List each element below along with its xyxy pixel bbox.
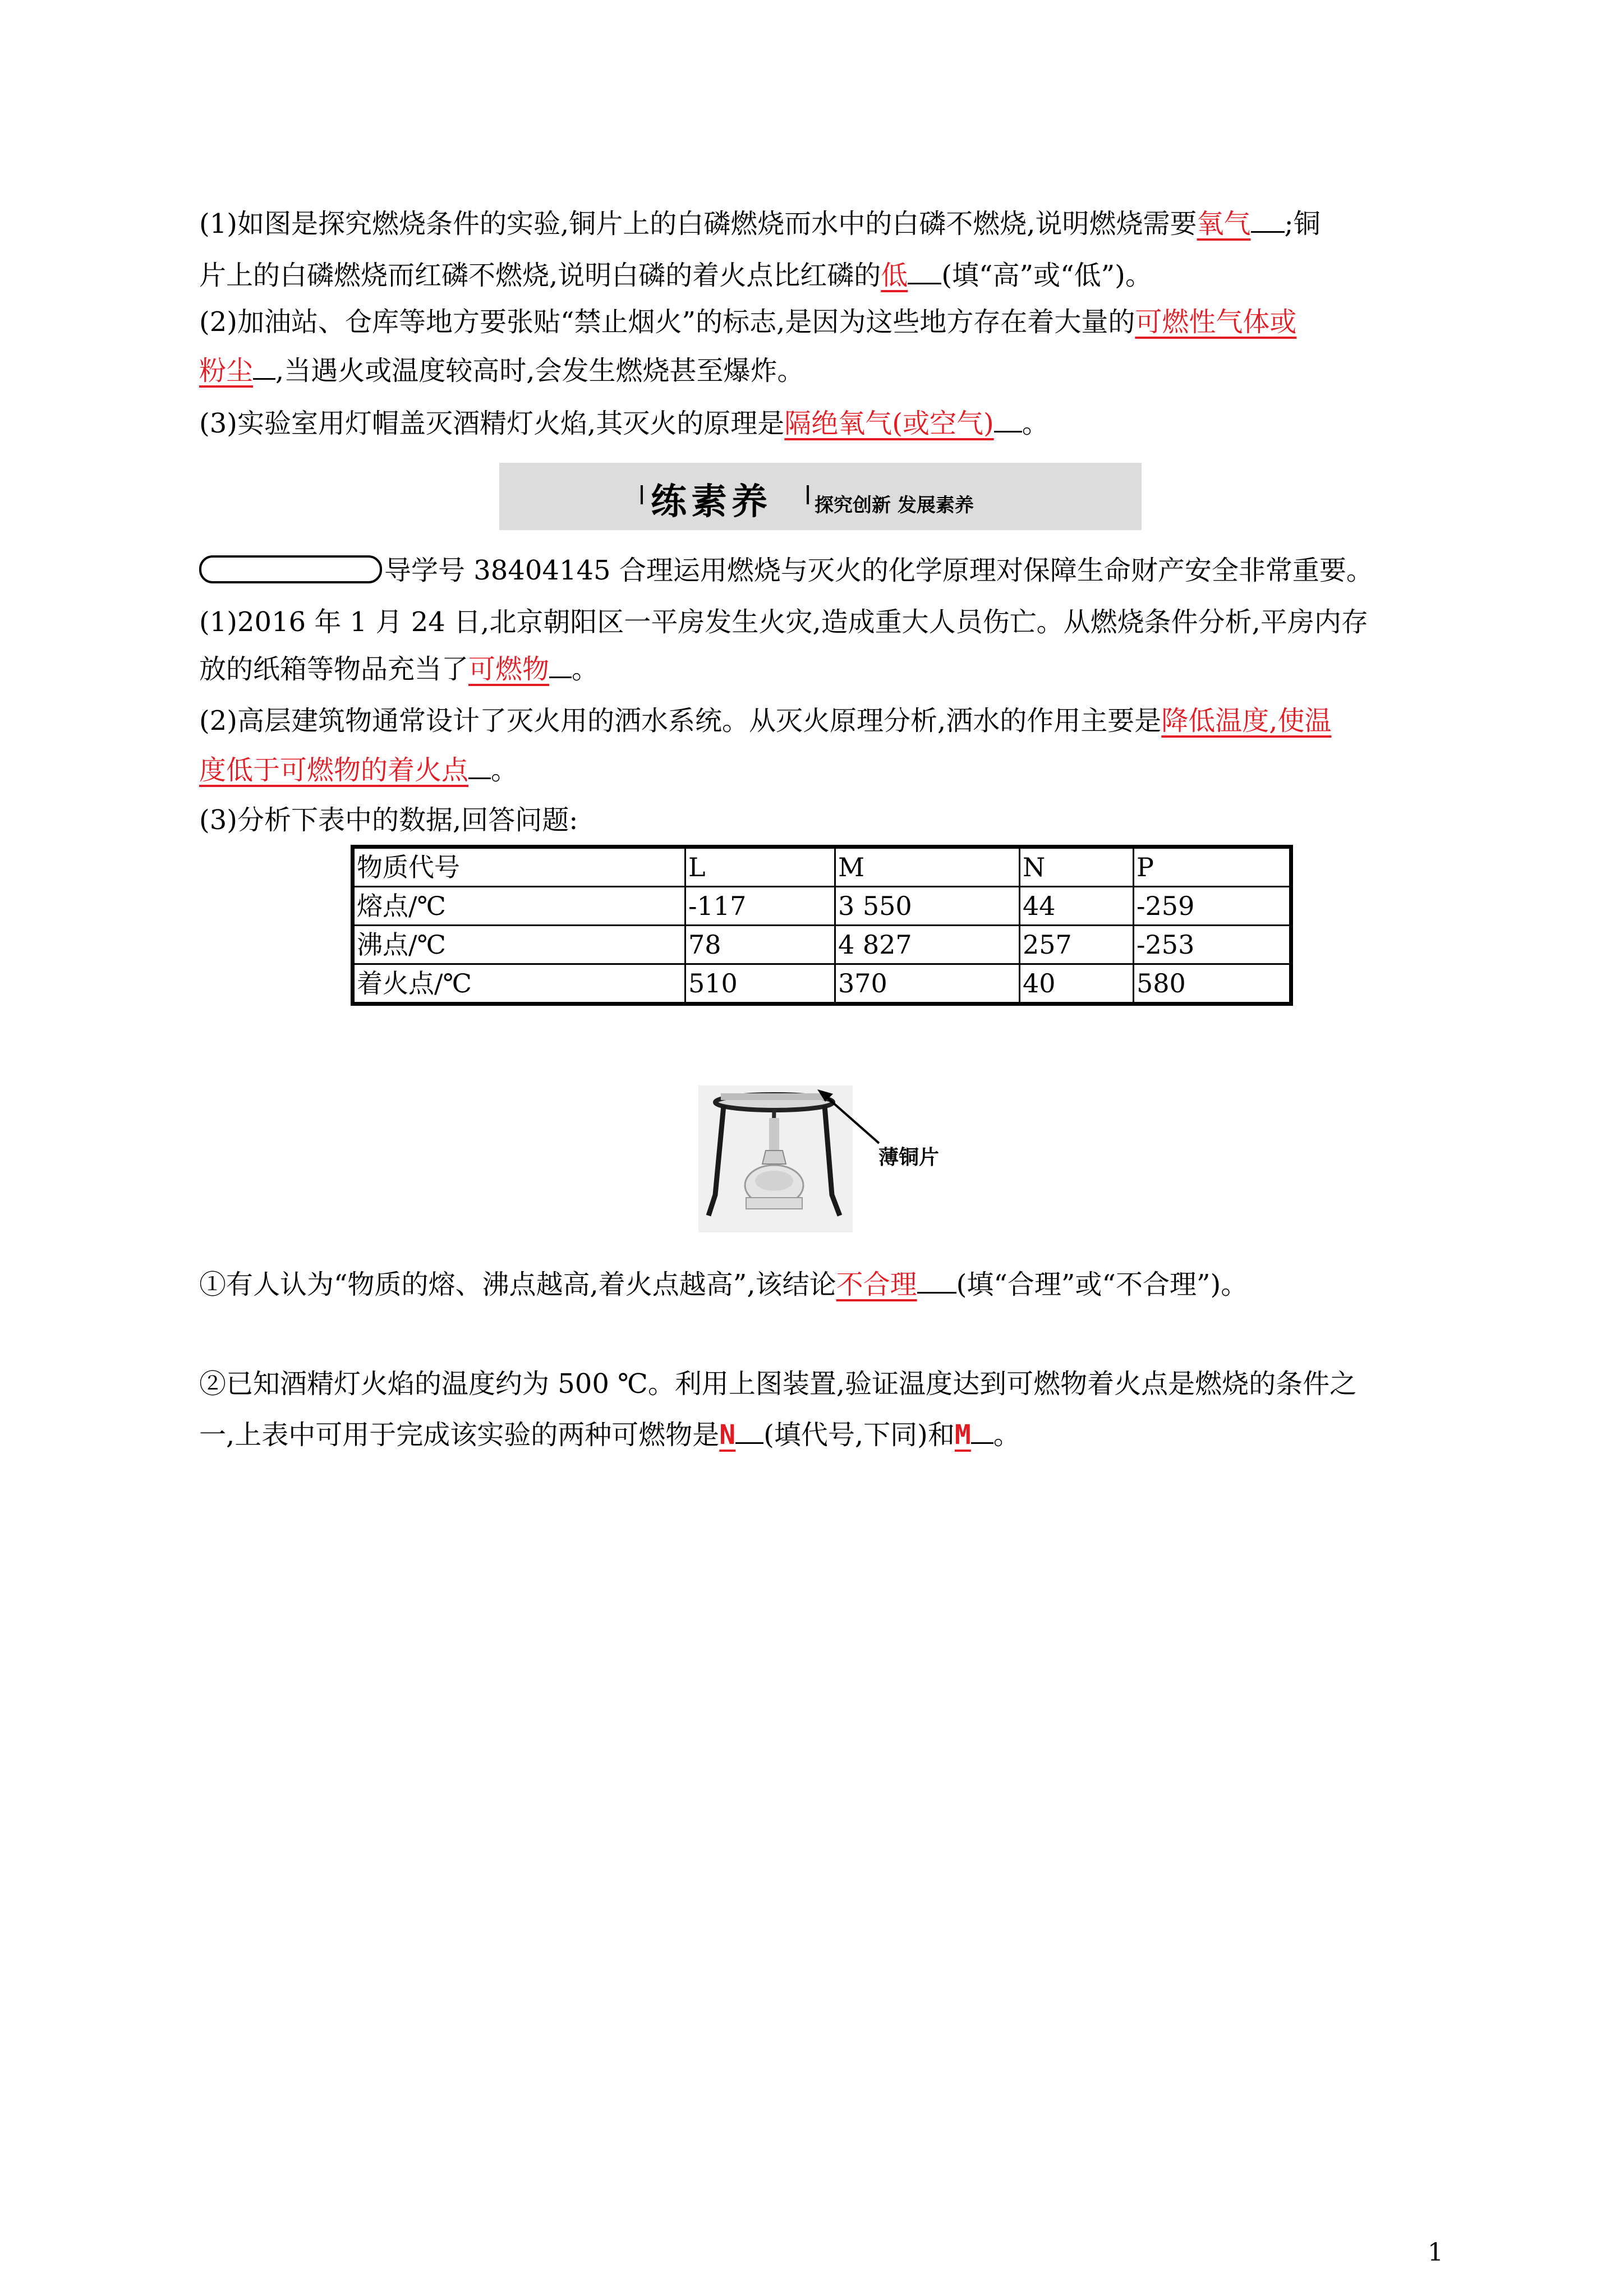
answer-M: M xyxy=(954,1419,971,1451)
copper-sheet-label: 薄铜片 xyxy=(878,1146,940,1169)
p2-q2-line2: 度低于可燃物的着火点 。 xyxy=(199,746,1433,794)
p2-q1-line2: 放的纸箱等物品充当了可燃物 。 xyxy=(199,645,1433,693)
answer-lower-temp-b: 度低于可燃物的着火点 xyxy=(199,754,469,786)
table-cell: L xyxy=(686,847,835,887)
page-number: 1 xyxy=(1428,2238,1443,2267)
table-cell: -259 xyxy=(1134,887,1291,926)
q1-line1: (1)如图是探究燃烧条件的实验,铜片上的白磷燃烧而水中的白磷不燃烧,说明燃烧需要氧气 ;铜 xyxy=(199,200,1433,247)
p3-s1-line: ①有人认为“物质的熔、沸点越高,着火点越高”,该结论不合理 (填“合理”或“不合理”)。 xyxy=(199,1260,1433,1308)
answer-low: 低 xyxy=(881,260,908,291)
q1-line2: 片上的白磷燃烧而红磷不燃烧,说明白磷的着火点比红磷的低 (填“高”或“低”)。 xyxy=(199,251,1433,299)
table-cell: 熔点/℃ xyxy=(353,887,686,926)
table-cell: 物质代号 xyxy=(353,847,686,887)
answer-N: N xyxy=(719,1419,736,1451)
table-cell: 78 xyxy=(686,926,835,964)
table-header-row xyxy=(353,847,1291,887)
table-cell: P xyxy=(1134,847,1291,887)
banner-bar-left xyxy=(641,485,643,504)
answer-flammable-b: 粉尘 xyxy=(199,355,254,386)
intro-line: 导学号 38404145 合理运用燃烧与灭火的化学原理对保障生命财产安全非常重要。 xyxy=(384,555,1373,586)
q3-line: (3)实验室用灯帽盖灭酒精灯火焰,其灭火的原理是隔绝氧气(或空气) 。 xyxy=(199,399,1433,447)
answer-unreasonable: 不合理 xyxy=(836,1269,917,1300)
data-table xyxy=(351,845,1293,1006)
banner-title: 练素养 xyxy=(651,481,772,523)
answer-flammable-a: 可燃性气体或 xyxy=(1135,306,1297,338)
p3-s2-line2: 一,上表中可用于完成该实验的两种可燃物是N (填代号,下同)和M 。 xyxy=(199,1411,1433,1458)
table-cell: M xyxy=(835,847,1020,887)
table-cell: -253 xyxy=(1134,926,1291,964)
table-cell: 40 xyxy=(1020,964,1134,1004)
p3-s2-line1: ②已知酒精灯火焰的温度约为 500 ℃。利用上图装置,验证温度达到可燃物着火点是燃烧的条件之 xyxy=(199,1368,1357,1400)
p2-q1-line1: (1)2016 年 1 月 24 日,北京朝阳区一平房发生火灾,造成重大人员伤亡。从燃烧条件分析,平房内存 xyxy=(199,606,1368,638)
banner-bar-right xyxy=(807,485,809,504)
table-cell: N xyxy=(1020,847,1134,887)
guide-number-box xyxy=(199,555,382,583)
banner-subtitle: 探究创新 发展素养 xyxy=(815,494,974,517)
table-cell: 580 xyxy=(1134,964,1291,1004)
p2-q2-line1: (2)高层建筑物通常设计了灭火用的洒水系统。从灭火原理分析,洒水的作用主要是降低温度,使温 xyxy=(199,705,1332,737)
table-cell: -117 xyxy=(686,887,835,926)
table-cell: 4 827 xyxy=(835,926,1020,964)
section-banner xyxy=(499,463,1142,530)
answer-oxygen: 氧气 xyxy=(1197,208,1251,240)
answer-isolate-oxygen: 隔绝氧气(或空气) xyxy=(784,408,994,439)
table-cell: 沸点/℃ xyxy=(353,926,686,964)
q2-line1: (2)加油站、仓库等地方要张贴“禁止烟火”的标志,是因为这些地方存在着大量的可燃性气体或 xyxy=(199,306,1297,338)
table-row xyxy=(353,926,1291,964)
table-cell: 3 550 xyxy=(835,887,1020,926)
table-row xyxy=(353,964,1291,1004)
answer-lower-temp-a: 降低温度,使温 xyxy=(1161,705,1332,737)
table-cell: 44 xyxy=(1020,887,1134,926)
q2-line2: 粉尘 ,当遇火或温度较高时,会发生燃烧甚至爆炸。 xyxy=(199,347,1433,394)
table-cell: 着火点/℃ xyxy=(353,964,686,1004)
pointer-arrow xyxy=(816,1088,884,1150)
p2-q3-line: (3)分析下表中的数据,回答问题: xyxy=(199,804,578,836)
table-cell: 510 xyxy=(686,964,835,1004)
table-cell: 370 xyxy=(835,964,1020,1004)
table-cell: 257 xyxy=(1020,926,1134,964)
answer-combustible: 可燃物 xyxy=(468,654,550,685)
table-row xyxy=(353,887,1291,926)
